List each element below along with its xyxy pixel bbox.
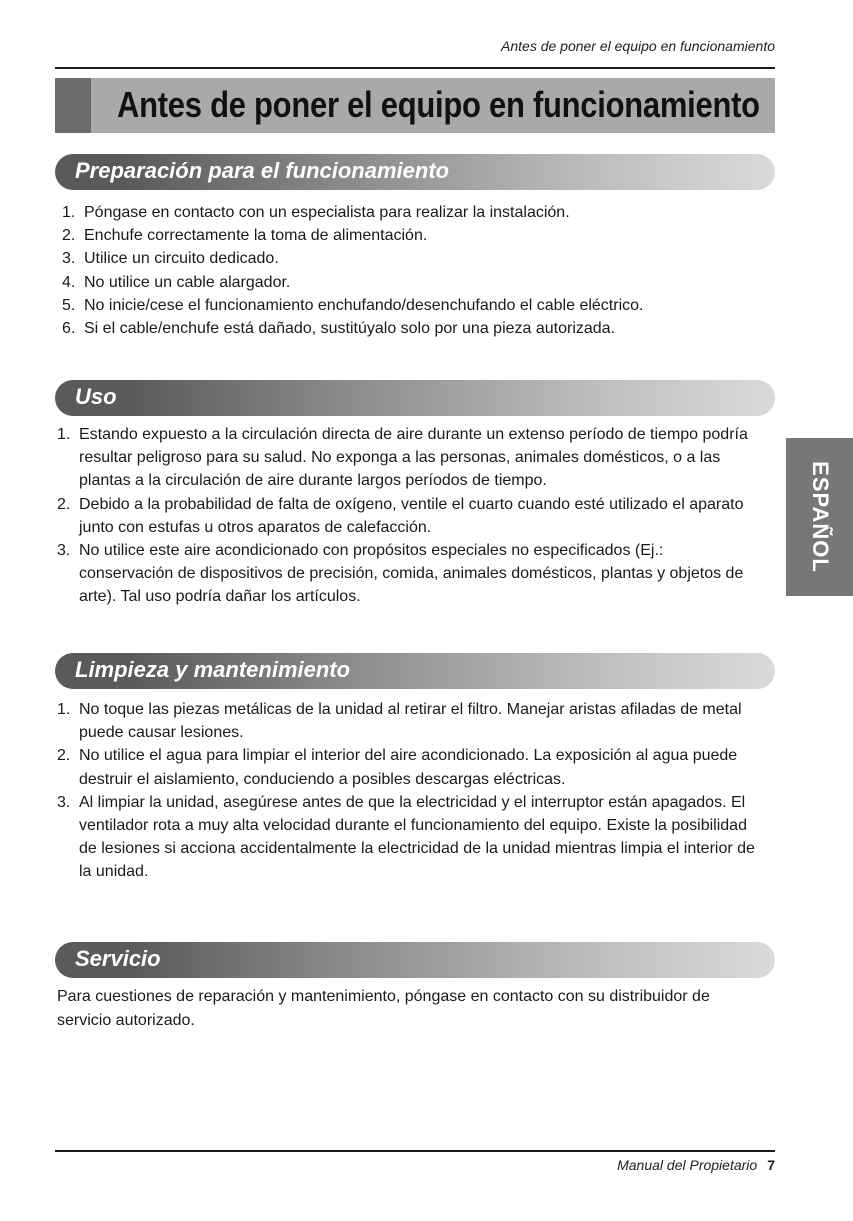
page-title-bar bbox=[55, 78, 775, 133]
preparacion-list bbox=[62, 201, 752, 340]
list-item: 2. No utilice el agua para limpiar el interior del aire acondicionado. La exposición al agua puede destruir el aislamiento, conduciendo a posibles descargas eléctricas. bbox=[57, 747, 738, 788]
uso-list bbox=[57, 423, 762, 609]
page-title: Antes de poner el equipo en funcionamiento bbox=[117, 84, 760, 125]
section-title: Limpieza y mantenimiento bbox=[75, 657, 351, 682]
title-accent-block bbox=[55, 78, 91, 133]
language-tab-label: ESPAÑOL bbox=[807, 461, 833, 573]
manual-name: Manual del Propietario bbox=[617, 1157, 758, 1173]
bottom-divider bbox=[55, 1150, 775, 1152]
list-item: 2. Debido a la probabilidad de falta de oxígeno, ventile el cuarto cuando esté utilizado el aparato junto con estufas u otros aparatos de calefacción. bbox=[57, 495, 744, 536]
list-item: 4. No utilice un cable alargador. bbox=[62, 273, 291, 291]
list-item: 1. Póngase en contacto con un especialista para realizar la instalación. bbox=[62, 204, 570, 221]
section-title: Uso bbox=[75, 384, 117, 409]
section-title: Servicio bbox=[75, 946, 161, 971]
language-tab bbox=[786, 438, 853, 596]
list-item: 1. No toque las piezas metálicas de la unidad al retirar el filtro. Manejar aristas afiladas de metal puede causar lesiones. bbox=[57, 701, 742, 742]
section-header-preparacion bbox=[55, 154, 775, 190]
list-item: 5. No inicie/cese el funcionamiento enchufando/desenchufando el cable eléctrico. bbox=[62, 296, 644, 314]
section-header-limpieza bbox=[55, 653, 775, 689]
section-header-uso bbox=[55, 380, 775, 416]
section-header-servicio bbox=[55, 942, 775, 978]
list-item: 1. Estando expuesto a la circulación directa de aire durante un extenso período de tiempo podría resultar peligroso para su salud. No exponga a las personas, animales domésticos, o a las plantas a la circulación de aire durante largos períodos de tiempo. bbox=[57, 426, 748, 490]
section-title: Preparación para el funcionamiento bbox=[75, 158, 450, 183]
list-item: 2. Enchufe correctamente la toma de alimentación. bbox=[62, 227, 428, 245]
top-divider bbox=[55, 67, 775, 69]
list-item: 3. No utilice este aire acondicionado con propósitos especiales no especificados (Ej.: conservación de dispositivos de precisión, comida, animales domésticos, plantas y objetos de arte). Tal uso podría dañar los artículos. bbox=[57, 542, 744, 606]
page-footer bbox=[617, 1157, 775, 1173]
running-header: Antes de poner el equipo en funcionamiento bbox=[501, 38, 775, 54]
list-item: 3. Al limpiar la unidad, asegúrese antes de que la electricidad y el interruptor están apagados. El ventilador rota a muy alta velocidad durante el funcionamiento del equipo. Existe la posibilidad de lesiones si acciona accidentalmente la electricidad de la unidad mientras limpia el interior de la unidad. bbox=[57, 793, 755, 881]
servicio-text: Para cuestiones de reparación y mantenimiento, póngase en contacto con su distribuidor de servicio autorizado. bbox=[57, 988, 710, 1029]
list-item: 6. Si el cable/enchufe está dañado, sustitúyalo solo por una pieza autorizada. bbox=[62, 320, 616, 338]
list-item: 3. Utilice un circuito dedicado. bbox=[62, 250, 279, 268]
limpieza-list bbox=[57, 698, 762, 884]
page-number: 7 bbox=[767, 1157, 775, 1173]
